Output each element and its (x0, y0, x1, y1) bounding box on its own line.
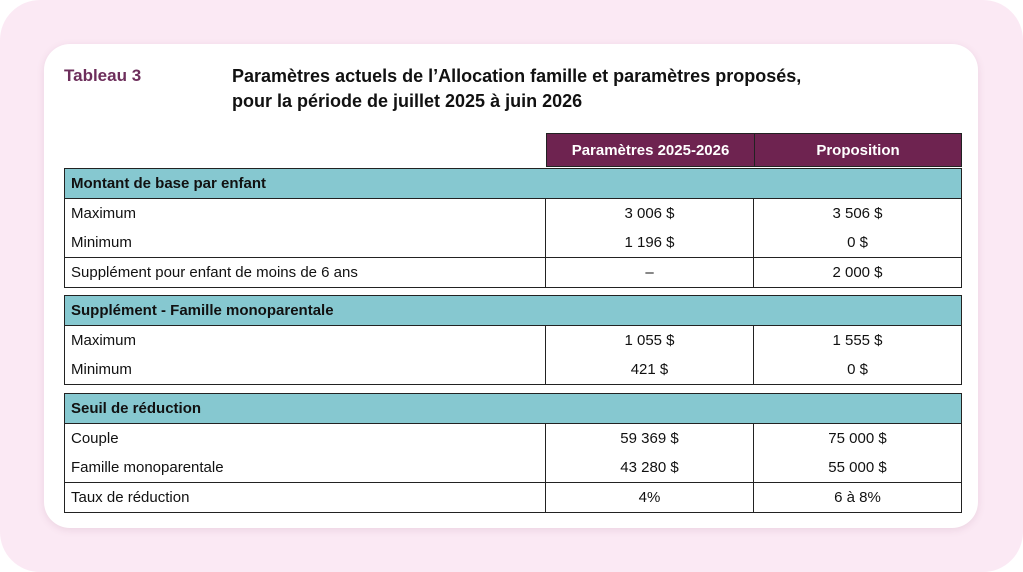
section-heading: Seuil de réduction (65, 394, 961, 424)
proposed-value: 75 000 $ (828, 430, 887, 447)
row-label: Famille monoparentale (65, 453, 546, 482)
row-label: Maximum (65, 326, 546, 355)
section-heading: Supplément - Famille monoparentale (65, 296, 961, 326)
table-title (232, 64, 952, 114)
table-row (65, 355, 961, 384)
table-row (65, 228, 961, 257)
proposed-value: 0 $ (847, 234, 868, 251)
current-value: – (546, 258, 754, 287)
proposed-value: 55 000 $ (828, 459, 887, 476)
current-value: 3 006 $ (546, 199, 754, 228)
row-label: Minimum (65, 228, 546, 257)
table-row (65, 257, 961, 287)
row-label: Taux de réduction (65, 483, 546, 512)
current-value: 59 369 $ (546, 424, 754, 453)
column-header-proposed: Proposition (754, 133, 962, 167)
proposed-value: 3 506 $ (832, 205, 883, 222)
current-value: 1 196 $ (546, 228, 754, 257)
row-label: Supplément pour enfant de moins de 6 ans (65, 258, 546, 287)
table-row (65, 199, 961, 228)
row-label: Maximum (65, 199, 546, 228)
row-label: Minimum (65, 355, 546, 384)
current-value: 1 055 $ (546, 326, 754, 355)
table-row (65, 482, 961, 512)
current-value: 4% (546, 483, 754, 512)
table-number: Tableau 3 (64, 66, 142, 85)
section-heading: Montant de base par enfant (65, 169, 961, 199)
table-title-line-1: Paramètres actuels de l’Allocation famille et paramètres proposés, (232, 66, 802, 86)
current-value: 43 280 $ (546, 453, 754, 482)
proposed-value: 6 à 8% (834, 489, 881, 506)
table-row (65, 453, 961, 482)
proposed-value: 1 555 $ (832, 332, 883, 349)
table-row (65, 326, 961, 355)
section-reduction-threshold (64, 393, 962, 513)
table-title-line-2: pour la période de juillet 2025 à juin 2026 (232, 91, 583, 111)
section-base-amount (64, 168, 962, 288)
row-label: Couple (65, 424, 546, 453)
proposed-value: 2 000 $ (832, 264, 883, 281)
proposed-value: 0 $ (847, 361, 868, 378)
current-value: 421 $ (546, 355, 754, 384)
table-row (65, 424, 961, 453)
column-header-current: Paramètres 2025-2026 (546, 133, 755, 167)
section-single-parent-supplement (64, 295, 962, 385)
